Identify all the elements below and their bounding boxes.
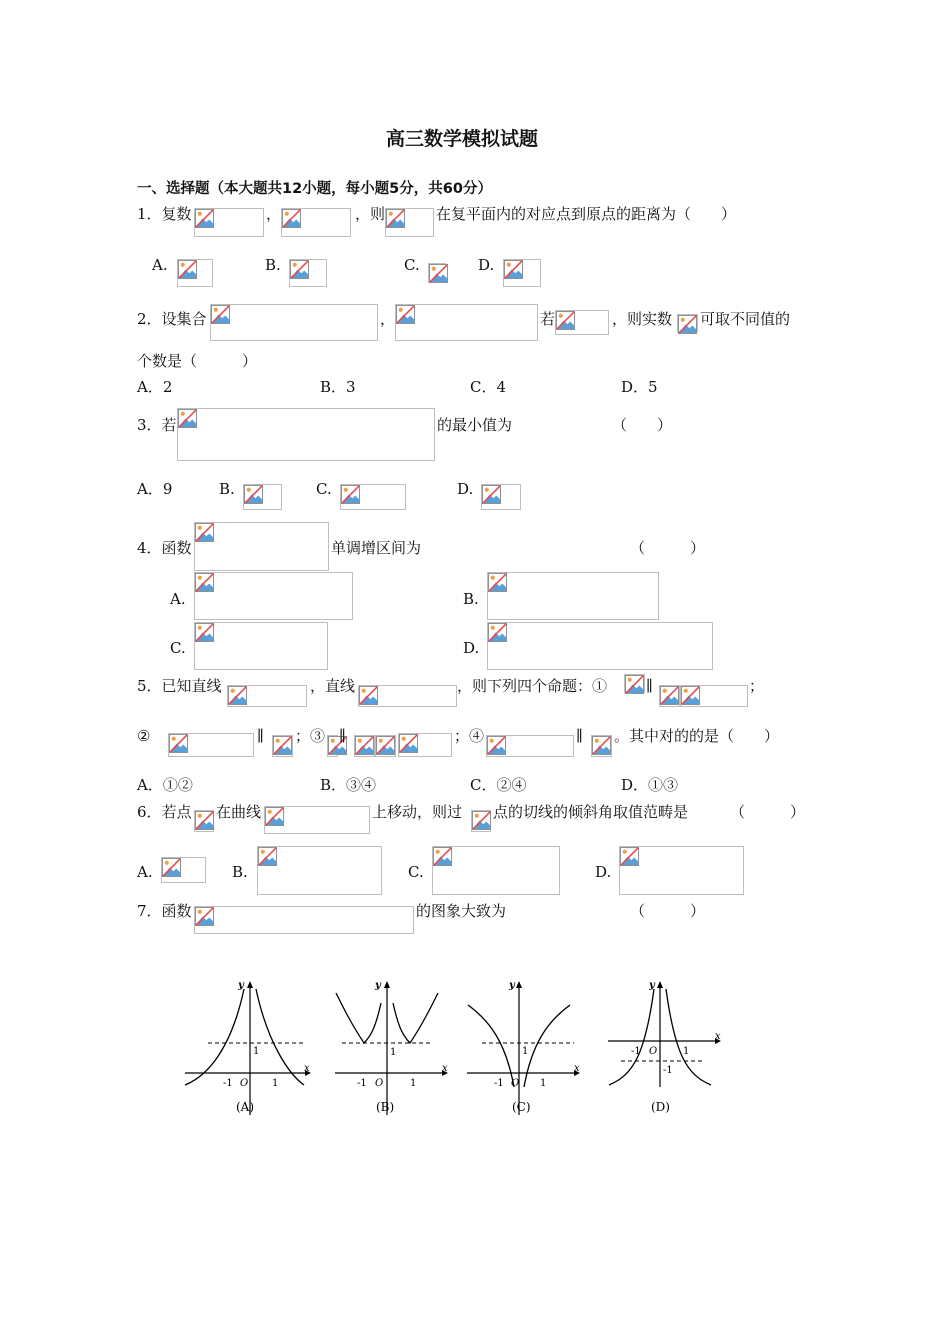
q5-text: 。其中对的的是（ ） [614,727,780,745]
q2-text-line2: 个数是（ ） [137,352,258,370]
q5-text: ；④ [454,727,485,745]
formula-image [503,259,541,287]
q5-option-c: C．②④ [470,776,527,794]
axis-y-label: y [375,980,381,991]
broken-image-icon [195,209,214,232]
broken-image-icon [258,847,277,870]
formula-image [281,208,351,237]
q1-option-c: C. [404,256,420,274]
formula-image [161,857,206,883]
q2-number: 2．设集合 [137,310,207,328]
formula-image [243,484,282,510]
q2-text: ，则实数 [612,310,673,328]
q5-text: ；③ [295,727,326,745]
tick-label: 1 [540,1078,547,1089]
formula-image [398,733,452,757]
q6-text: 点的切线的倾斜角取值范畴是 [493,803,689,821]
broken-image-icon [429,264,448,287]
formula-image [486,735,574,757]
formula-image [624,674,645,693]
q3-option-a: A．9 [137,480,173,498]
q3-number: 3．若 [137,416,177,434]
formula-image [395,304,538,341]
origin-label: O [511,1078,520,1089]
q7-text: 的图象大致为 [416,902,507,920]
formula-image [168,733,254,757]
broken-image-icon [678,315,697,338]
q5-text: ，则下列四个命题：① [457,677,608,695]
broken-image-icon [488,623,507,646]
formula-image [358,685,457,707]
axis-x-label: x [442,1063,448,1074]
broken-image-icon [169,734,188,757]
broken-image-icon [195,523,214,546]
broken-image-icon [178,260,197,283]
broken-image-icon [504,260,523,283]
formula-image [194,208,264,237]
q6-option-d: D. [595,863,612,881]
q5-text: ； [749,677,765,695]
q2-text: ， [380,310,396,328]
graph-a [180,975,320,1125]
broken-image-icon [195,623,214,646]
q7-number: 7．函数 [137,902,192,920]
tick-label: -1 [631,1046,641,1057]
origin-label: O [375,1078,384,1089]
q4-text: 单调增区间为 [331,539,422,557]
q1-option-b: B. [265,256,281,274]
formula-image [327,735,338,757]
axis-x-label: x [304,1063,310,1074]
axis-x-label: x [715,1031,721,1042]
broken-image-icon [472,811,491,834]
q2-option-a: A．2 [137,378,173,396]
origin-label: O [240,1078,249,1089]
broken-image-icon [195,573,214,596]
formula-image [680,685,748,707]
formula-image [194,622,328,670]
formula-image [257,846,382,895]
graph-d [603,975,733,1125]
broken-image-icon [178,409,197,432]
broken-image-icon [625,675,644,698]
tick-label: -1 [223,1078,233,1089]
q6-option-c: C. [408,863,424,881]
formula-image [194,572,353,620]
broken-image-icon [355,736,374,759]
q3-text: 的最小值为 [437,416,513,434]
broken-image-icon [399,734,418,757]
q6-option-b: B. [232,863,248,881]
broken-image-icon [556,311,575,334]
page-title: 高三数学模拟试题 [386,128,539,150]
q5-text: ∥ [339,727,346,745]
q2-option-b: B．3 [320,378,356,396]
broken-image-icon [359,686,378,709]
broken-image-icon [433,847,452,870]
broken-image-icon [488,573,507,596]
origin-label: O [649,1046,658,1057]
tick-label: 1 [522,1046,529,1057]
broken-image-icon [228,686,247,709]
broken-image-icon [265,807,284,830]
tick-label: 1 [253,1046,260,1057]
broken-image-icon [386,209,405,232]
q1-option-a: A. [152,256,168,274]
broken-image-icon [244,485,263,508]
q5-text: ② [137,727,151,745]
q4-number: 4．函数 [137,539,192,557]
formula-image [340,484,406,510]
q3-paren: （ ） [612,416,673,434]
q5-text: ，直线 [310,677,356,695]
axis-x-label: x [574,1063,580,1074]
tick-label: 1 [410,1078,417,1089]
broken-image-icon [376,736,395,759]
formula-image [227,685,307,707]
formula-image [354,735,375,757]
q6-paren: （ ） [730,803,806,821]
formula-image [385,208,434,237]
broken-image-icon [195,907,214,930]
formula-image [471,810,491,832]
formula-image [264,806,370,834]
formula-image [487,572,659,620]
broken-image-icon [620,847,639,870]
formula-image [591,735,612,757]
q5-text: ∥ [576,727,583,745]
formula-image [194,906,414,934]
q2-option-d: D．5 [621,378,658,396]
q5-option-a: A．①② [137,776,193,794]
q4-option-d: D. [463,639,480,657]
broken-image-icon [482,485,501,508]
formula-image [177,408,435,461]
broken-image-icon [282,209,301,232]
section-heading: 一、选择题（本大题共12小题，每小题5分，共60分） [137,181,492,197]
q1-number: 1．复数 [137,205,192,223]
q1-text: ，则 [355,205,386,223]
graph-caption: (D) [651,1100,670,1114]
axis-y-label: y [649,980,655,991]
graph-c [462,975,592,1125]
graph-caption: (C) [512,1100,531,1114]
q4-option-a: A. [170,590,186,608]
broken-image-icon [195,811,214,834]
q1-text: 在复平面内的对应点到原点的距离为（ ） [436,205,737,223]
graph-caption: (B) [376,1100,395,1114]
formula-image [210,304,378,341]
formula-image [194,810,214,832]
formula-image [375,735,396,757]
q1-option-d: D. [478,256,495,274]
formula-image [659,685,680,707]
axis-y-label: y [238,980,244,991]
broken-image-icon [162,858,181,881]
broken-image-icon [396,305,415,328]
q1-text: ， [266,205,282,223]
q6-text: 在曲线 [216,803,262,821]
tick-label: 1 [683,1046,690,1057]
formula-image [677,314,698,332]
q3-option-b: B. [219,480,235,498]
q4-option-c: C. [170,639,186,657]
q5-option-d: D．①③ [621,776,679,794]
formula-image [619,846,744,895]
tick-label: 1 [390,1047,397,1058]
q3-option-d: D. [457,480,474,498]
broken-image-icon [211,305,230,328]
formula-image [289,259,327,287]
q2-text: 可取不同值的 [700,310,791,328]
formula-image [432,846,560,895]
q4-paren: （ ） [630,539,706,557]
broken-image-icon [487,736,506,759]
tick-label: -1 [494,1078,504,1089]
axis-y-label: y [509,980,515,991]
q2-text: 若 [540,310,556,328]
q2-option-c: C．4 [470,378,507,396]
q5-option-b: B．③④ [320,776,377,794]
q3-option-c: C. [316,480,332,498]
formula-image [428,263,446,283]
q6-number: 6．若点 [137,803,192,821]
q5-text: ∥ [646,677,653,695]
q6-text: 上移动，则过 [372,803,463,821]
broken-image-icon [290,260,309,283]
formula-image [194,522,329,571]
graph-caption: (A) [236,1100,255,1114]
tick-label: 1 [272,1078,279,1089]
broken-image-icon [592,736,611,759]
formula-image [487,622,713,670]
broken-image-icon [341,485,360,508]
broken-image-icon [681,686,700,709]
broken-image-icon [273,736,292,759]
tick-label: -1 [663,1065,673,1076]
formula-image [481,484,521,510]
formula-image [177,259,213,287]
q5-number: 5．已知直线 [137,677,222,695]
broken-image-icon [660,686,679,709]
q7-paren: （ ） [630,902,706,920]
formula-image [555,310,609,335]
q6-option-a: A. [137,863,153,881]
q4-option-b: B. [463,590,479,608]
tick-label: -1 [357,1078,367,1089]
formula-image [272,735,293,757]
graph-b [330,975,460,1125]
q5-text: ∥ [257,727,264,745]
